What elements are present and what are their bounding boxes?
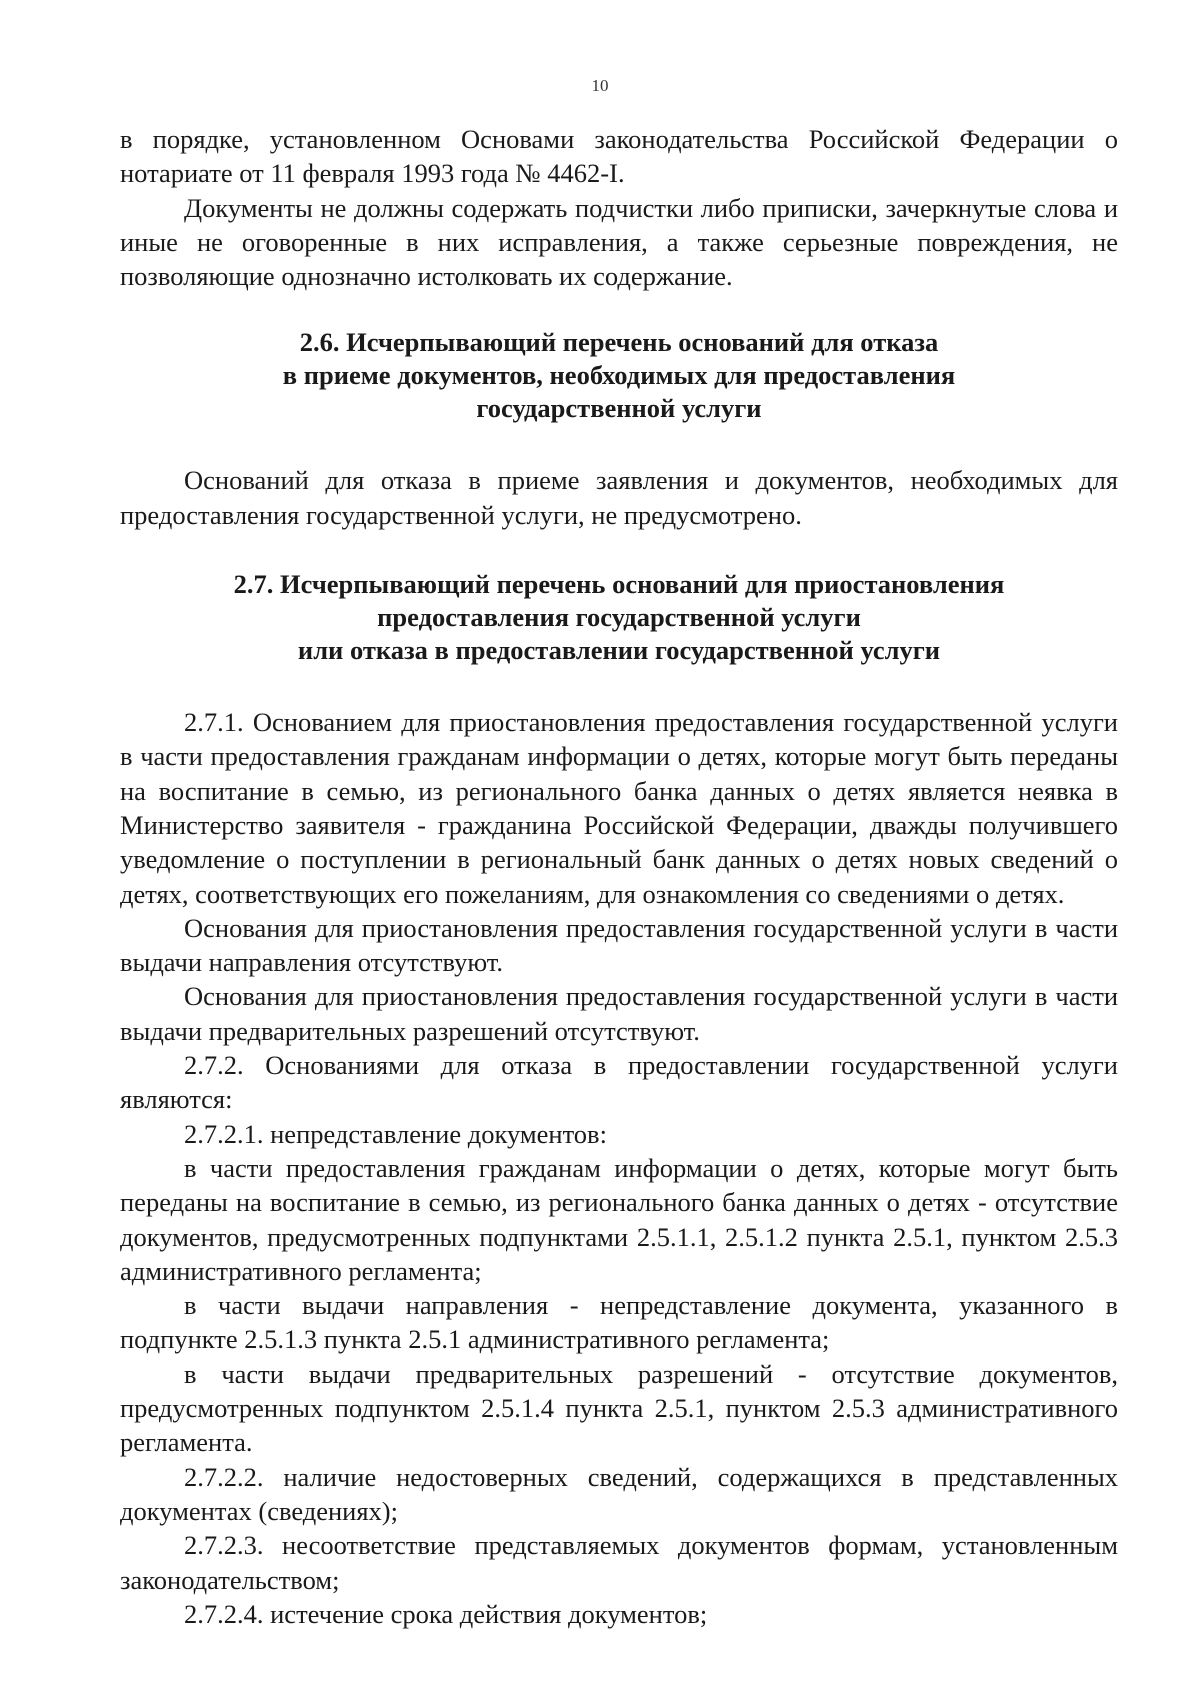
section-heading-line: 2.7. Исчерпывающий перечень оснований для приостановления (233, 569, 1005, 600)
paragraph-suspension-direction: Основания для приостановления предоставления государственной услуги в части выдачи направления отсутствуют. (120, 912, 1118, 978)
section-2-7-heading (120, 568, 1118, 667)
paragraph-2-7-1: 2.7.1. Основанием для приостановления предоставления государственной услуги в части предоставления гражданам информации о детях, которые могут быть переданы на воспитание в семью, из регионального банка данных о детях является неявка в Министерство заявителя - гражданина Российской Федерации, дважды получившего уведомление о поступлении в региональный банк данных о детях новых сведений о детях, соответствующих его пожеланиям, для ознакомления со сведениями о детях. (120, 707, 1118, 909)
paragraph-2-7-2: 2.7.2. Основаниями для отказа в предоставлении государственной услуги являются: (120, 1050, 1118, 1115)
paragraph-2-7-2-3: 2.7.2.3. несоответствие представляемых документов формам, установленным законодательством; (120, 1530, 1118, 1595)
paragraph-2-7-2-4: 2.7.2.4. истечение срока действия документов; (184, 1598, 708, 1629)
section-heading-line: или отказа в предоставлении государственной услуги (297, 635, 941, 666)
paragraph-preliminary-permits: в части выдачи предварительных разрешений - отсутствие документов, предусмотренных подпунктом 2.5.1.4 пункта 2.5.1, пунктом 2.5.3 административного регламента. (120, 1358, 1118, 1458)
paragraph-2-7-2-2: 2.7.2.2. наличие недостоверных сведений, содержащихся в представленных документах (сведениях); (120, 1461, 1118, 1526)
paragraph-notary-continuation: в порядке, установленном Основами законодательства Российской Федерации о нотариате от 11 февраля 1993 года № 4462-I. (120, 124, 1118, 189)
section-2-6-heading (120, 326, 1118, 425)
paragraph-direction-issuance: в части выдачи направления - непредставление документа, указанного в подпункте 2.5.1.3 пункта 2.5.1 административного регламента; (120, 1290, 1118, 1355)
paragraph-suspension-permits: Основания для приостановления предоставления государственной услуги в части выдачи предварительных разрешений отсутствуют. (120, 981, 1118, 1046)
paragraph-document-requirements: Документы не должны содержать подчистки либо приписки, зачеркнутые слова и иные не оговоренные в них исправления, а также серьезные повреждения, не позволяющие однозначно истолковать их содержание. (120, 192, 1118, 292)
document-body (120, 122, 1118, 1631)
paragraph-no-refusal-grounds: Оснований для отказа в приеме заявления и документов, необходимых для предоставления государственной услуги, не предусмотрено. (120, 465, 1118, 530)
page-number: 10 (591, 76, 609, 95)
section-heading-line: в приеме документов, необходимых для предоставления (282, 360, 956, 391)
section-heading-line: 2.6. Исчерпывающий перечень оснований для отказа (299, 327, 939, 358)
section-heading-line: государственной услуги (476, 393, 762, 424)
paragraph-2-7-2-1: 2.7.2.1. непредставление документов: (184, 1118, 607, 1149)
section-heading-line: предоставления государственной услуги (377, 602, 861, 633)
paragraph-info-about-children: в части предоставления гражданам информации о детях, которые могут быть переданы на воспитание в семью, из регионального банка данных о детях - отсутствие документов, предусмотренных подпунктами 2.5.1.1, 2.5.1.2 пункта 2.5.1, пунктом 2.5.3 административного регламента; (120, 1152, 1118, 1286)
